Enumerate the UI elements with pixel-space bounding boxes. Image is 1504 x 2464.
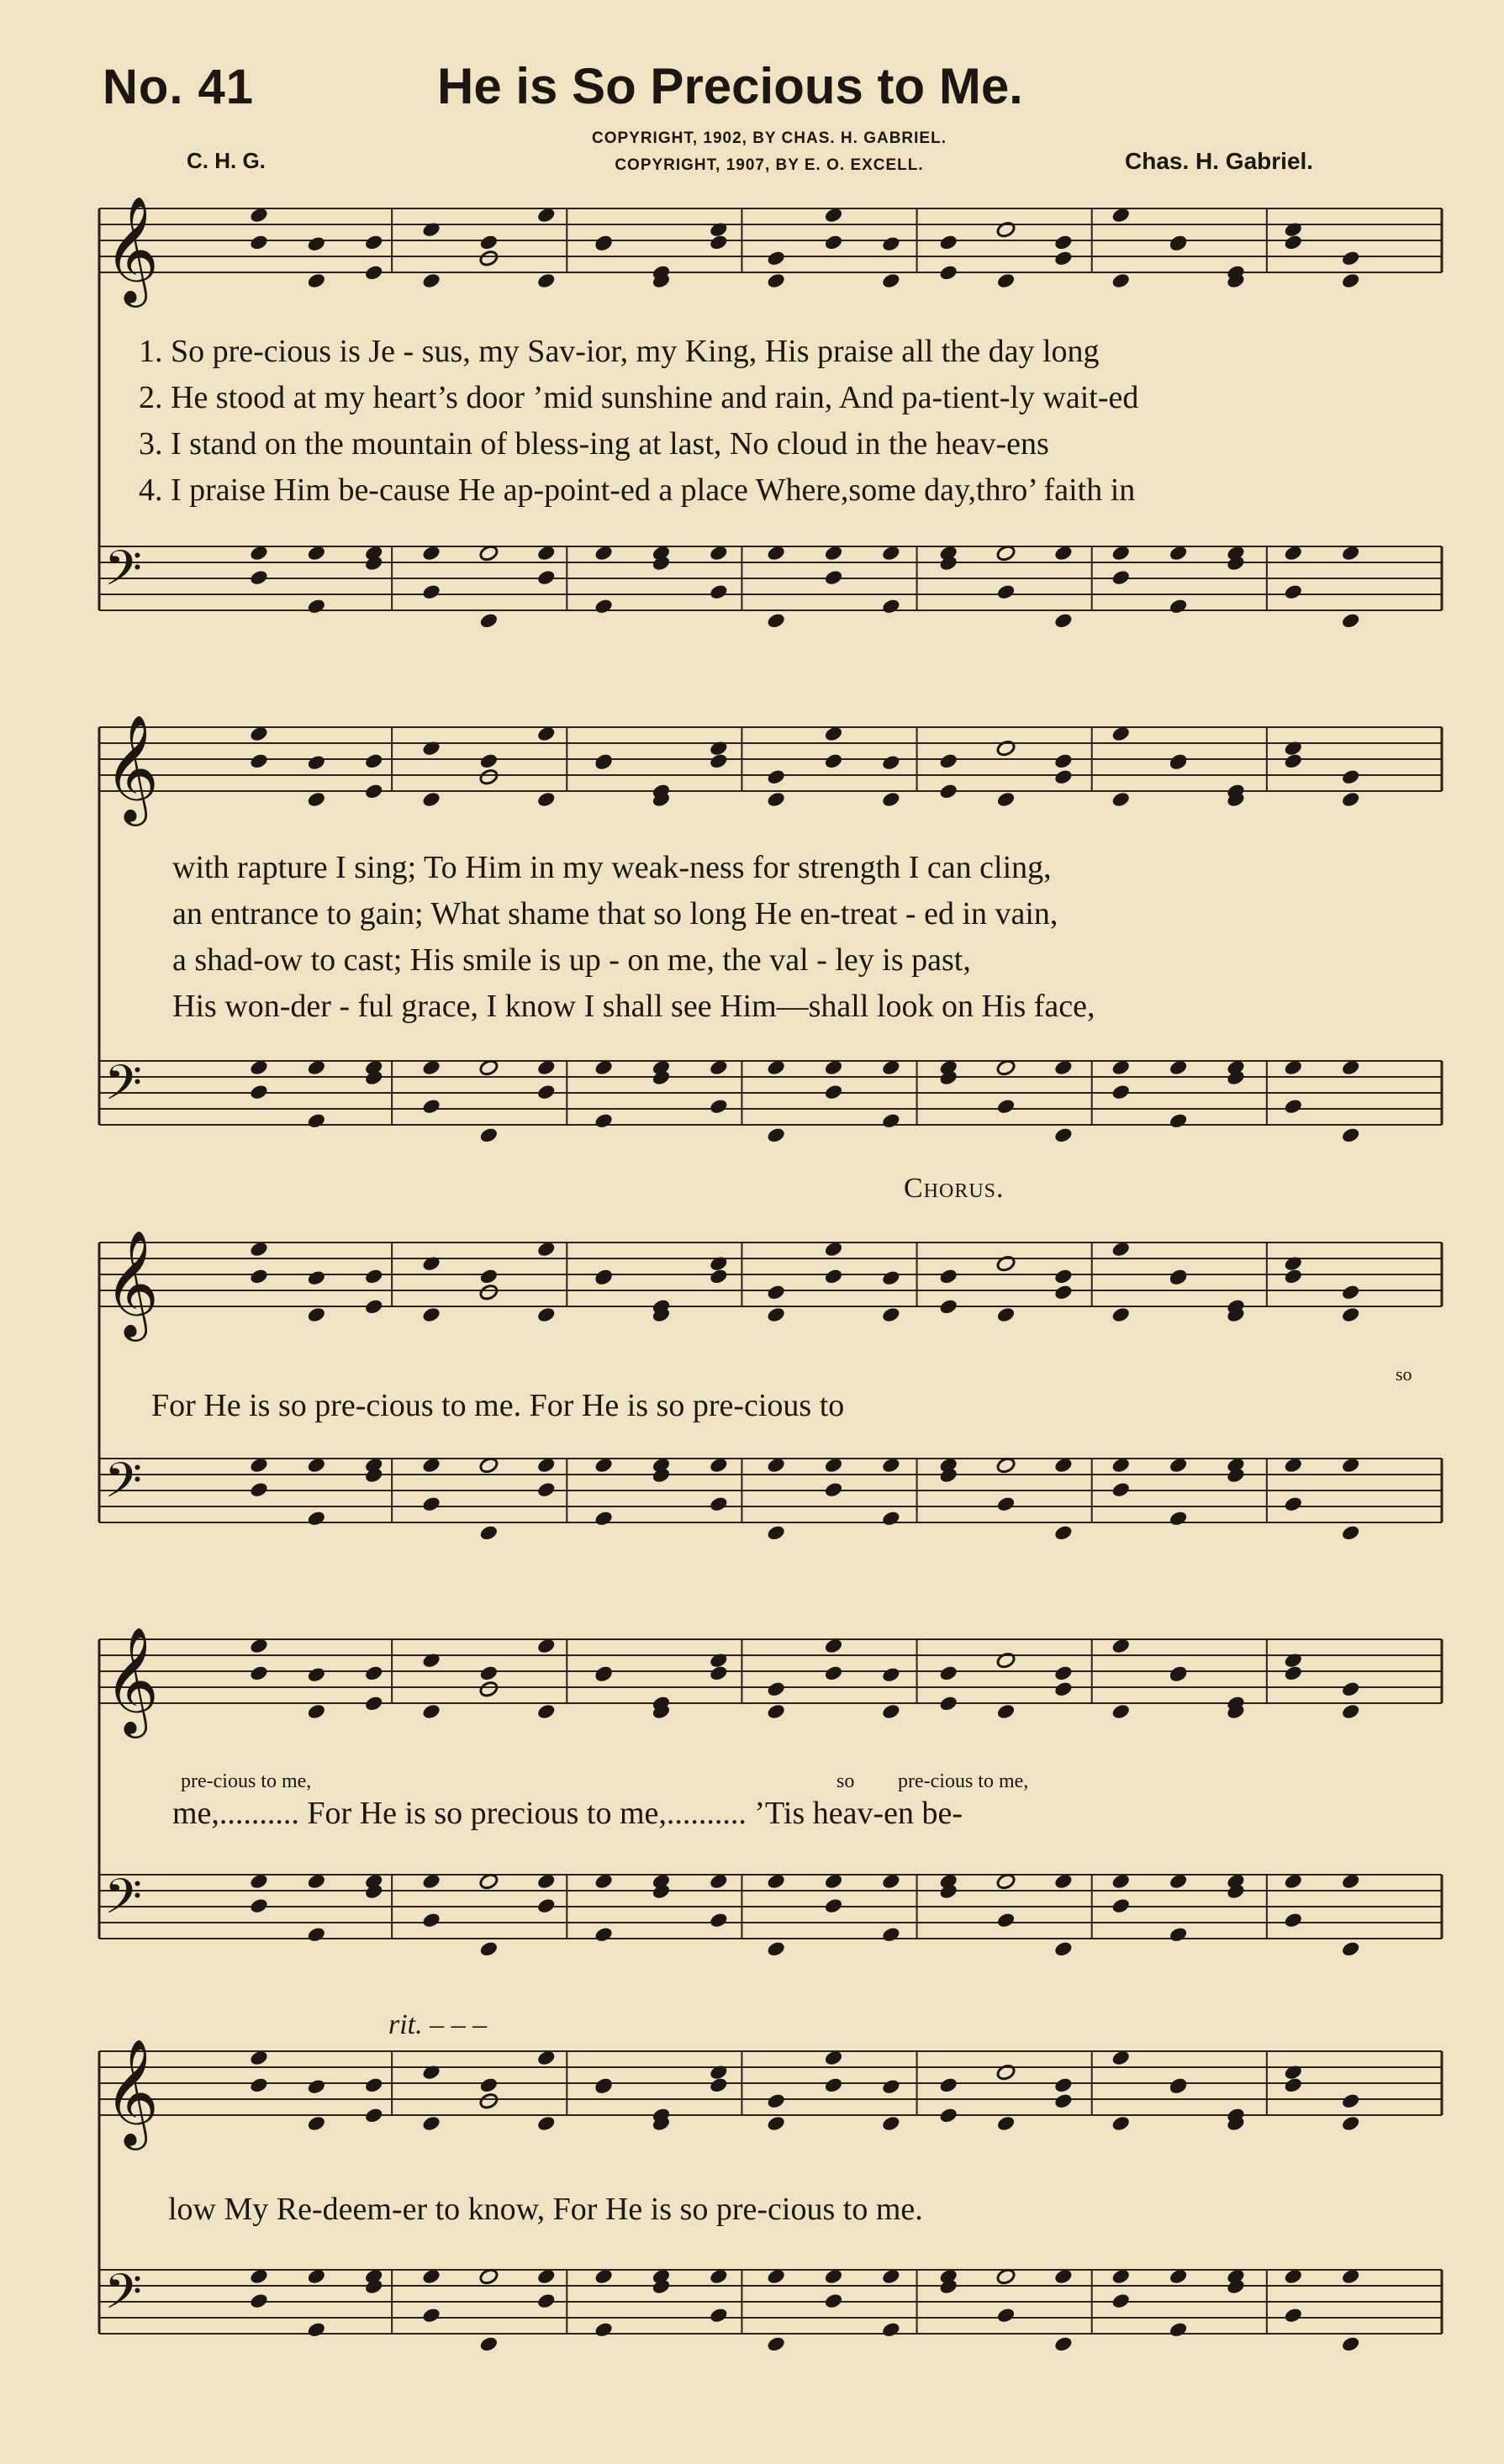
chorus-small-so: so	[836, 1770, 855, 1792]
note-head	[709, 1496, 729, 1513]
note-head	[938, 1665, 958, 1682]
note-head	[1111, 2114, 1131, 2132]
note-head	[766, 250, 786, 267]
note-head	[709, 2064, 729, 2081]
note-head	[594, 2321, 614, 2339]
note-head	[306, 754, 326, 772]
note-head	[478, 1680, 499, 1698]
note-head	[478, 768, 499, 786]
note-head	[938, 234, 958, 251]
note-head	[306, 598, 326, 615]
verse-2-line-2: an entrance to gain; What shame that so long He en-treat - ed in vain,	[172, 896, 1058, 931]
note-head	[823, 1481, 843, 1499]
note-head	[766, 1284, 786, 1301]
note-head	[996, 272, 1016, 289]
note-head	[421, 1255, 441, 1273]
note-head	[421, 1912, 441, 1929]
note-head	[1283, 2064, 1303, 2081]
note-head	[1283, 752, 1303, 770]
note-head	[823, 752, 843, 770]
treble-clef-icon: 𝄞	[104, 195, 160, 303]
note-head	[881, 1702, 901, 1720]
hymn-title: He is So Precious to Me.	[437, 58, 1023, 114]
note-head	[421, 740, 441, 757]
note-head	[478, 2335, 499, 2353]
note-head	[938, 2076, 958, 2094]
note-head	[306, 235, 326, 253]
note-head	[1053, 1680, 1074, 1698]
chorus-line-1-so: so	[1396, 1364, 1412, 1385]
note-head	[996, 1255, 1016, 1273]
note-head	[306, 272, 326, 289]
bass-clef-icon: 𝄢	[104, 2263, 143, 2332]
note-head	[766, 2335, 786, 2353]
note-head	[421, 1496, 441, 1513]
note-head	[1111, 272, 1131, 289]
note-head	[1283, 2076, 1303, 2094]
note-head	[306, 1702, 326, 1720]
note-head	[478, 1524, 499, 1542]
note-head	[996, 1702, 1016, 1720]
note-head	[478, 1940, 499, 1958]
verse-4-line-1: 4. I praise Him be-cause He ap-point-ed a place Where,some day,thro’ faith in	[139, 472, 1136, 508]
note-head	[823, 569, 843, 587]
note-head	[823, 2293, 843, 2310]
copyright-line-2: COPYRIGHT, 1907, BY E. O. EXCELL.	[615, 156, 924, 174]
note-head	[364, 783, 384, 800]
note-head	[536, 569, 557, 587]
note-head	[766, 1680, 786, 1698]
note-head	[364, 1298, 384, 1316]
note-head	[1283, 740, 1303, 757]
note-head	[709, 234, 729, 251]
note-head	[536, 1306, 557, 1323]
note-head	[996, 583, 1016, 601]
note-head	[709, 2076, 729, 2094]
note-head	[709, 752, 729, 770]
note-head	[1341, 768, 1361, 786]
note-head	[1053, 1284, 1074, 1301]
note-head	[1111, 2293, 1131, 2310]
verse-4-line-2: His won-der - ful grace, I know I shall see Him—shall look on His face,	[172, 989, 1095, 1024]
bass-clef-icon: 𝄢	[104, 1452, 143, 1521]
note-head	[1341, 1524, 1361, 1542]
ritardando-mark: rit. – – –	[388, 2009, 488, 2040]
note-head	[1053, 1126, 1074, 1144]
note-head	[421, 2307, 441, 2324]
note-head	[823, 1268, 843, 1285]
note-head	[478, 1665, 499, 1682]
note-head	[478, 2076, 499, 2094]
note-head	[421, 790, 441, 808]
chorus-heading: Chorus.	[904, 1173, 1005, 1204]
note-head	[996, 2064, 1016, 2081]
note-head	[709, 1665, 729, 1682]
note-head	[1169, 1926, 1189, 1944]
note-head	[249, 752, 269, 770]
note-head	[306, 790, 326, 808]
note-head	[1341, 790, 1361, 808]
note-head	[364, 1268, 384, 1285]
note-head	[1283, 1912, 1303, 1929]
note-head	[938, 264, 958, 282]
note-head	[536, 272, 557, 289]
verse-2-line-1: 2. He stood at my heart’s door ’mid sunshine and rain, And pa-tient-ly wait-ed	[139, 380, 1139, 415]
note-head	[709, 1098, 729, 1116]
note-head	[938, 2107, 958, 2124]
note-head	[1341, 1940, 1361, 1958]
chorus-line-1: For He is so pre-cious to me. For He is so pre-cious to	[151, 1388, 845, 1423]
note-head	[478, 234, 499, 251]
note-head	[1111, 790, 1131, 808]
note-head	[249, 1268, 269, 1285]
chorus-small-right: pre-cious to me,	[898, 1770, 1029, 1792]
note-head	[536, 2293, 557, 2310]
note-head	[421, 1306, 441, 1323]
note-head	[1341, 272, 1361, 289]
note-head	[421, 221, 441, 239]
note-head	[421, 272, 441, 289]
note-head	[1169, 598, 1189, 615]
note-head	[881, 598, 901, 615]
treble-clef-icon: 𝄞	[104, 714, 160, 821]
note-head	[364, 2107, 384, 2124]
note-head	[996, 1912, 1016, 1929]
note-head	[1341, 1702, 1361, 1720]
note-head	[478, 612, 499, 630]
note-head	[996, 1652, 1016, 1670]
note-head	[881, 754, 901, 772]
note-head	[249, 1084, 269, 1101]
note-head	[823, 2076, 843, 2094]
note-head	[364, 2076, 384, 2094]
note-head	[364, 234, 384, 251]
note-head	[938, 1298, 958, 1316]
note-head	[709, 583, 729, 601]
verse-1-line-1: 1. So pre-cious is Je - sus, my Sav-ior, my King, His praise all the day long	[139, 334, 1100, 369]
note-head	[249, 1665, 269, 1682]
note-head	[536, 1897, 557, 1915]
note-head	[881, 790, 901, 808]
note-head	[1283, 1665, 1303, 1682]
note-head	[881, 1510, 901, 1527]
music-by: Chas. H. Gabriel.	[1125, 148, 1314, 174]
note-head	[421, 2064, 441, 2081]
note-head	[1283, 234, 1303, 251]
note-head	[823, 1665, 843, 1682]
copyright-line-1: COPYRIGHT, 1902, BY CHAS. H. GABRIEL.	[591, 129, 947, 147]
note-head	[1111, 1084, 1131, 1101]
note-head	[478, 1126, 499, 1144]
treble-clef-icon: 𝄞	[104, 1229, 160, 1337]
note-head	[594, 1926, 614, 1944]
note-head	[881, 1112, 901, 1130]
note-head	[709, 1255, 729, 1273]
note-head	[766, 1126, 786, 1144]
note-head	[1053, 1940, 1074, 1958]
note-head	[709, 740, 729, 757]
note-head	[1053, 768, 1074, 786]
note-head	[996, 790, 1016, 808]
note-head	[1111, 1481, 1131, 1499]
note-head	[421, 2114, 441, 2132]
note-head	[881, 2321, 901, 2339]
note-head	[249, 1481, 269, 1499]
note-head	[1283, 1652, 1303, 1670]
note-head	[1053, 2335, 1074, 2353]
note-head	[766, 1702, 786, 1720]
chorus-line-2: me,.......... For He is so precious to me,.......... ’Tis heav-en be-	[172, 1796, 963, 1831]
note-head	[823, 1897, 843, 1915]
note-head	[1341, 1284, 1361, 1301]
note-head	[421, 1702, 441, 1720]
note-head	[881, 1926, 901, 1944]
note-head	[938, 1268, 958, 1285]
note-head	[1341, 1306, 1361, 1323]
note-head	[1053, 1665, 1074, 1682]
note-head	[766, 790, 786, 808]
note-head	[536, 1702, 557, 1720]
note-head	[1341, 2092, 1361, 2110]
note-head	[536, 1481, 557, 1499]
bass-clef-icon: 𝄢	[104, 1868, 143, 1937]
note-head	[306, 1666, 326, 1684]
note-head	[1341, 1680, 1361, 1698]
note-head	[478, 250, 499, 267]
treble-clef-icon: 𝄞	[104, 1626, 160, 1733]
note-head	[1283, 2307, 1303, 2324]
note-head	[766, 2114, 786, 2132]
note-head	[478, 752, 499, 770]
note-head	[938, 1695, 958, 1712]
note-head	[996, 1098, 1016, 1116]
note-head	[478, 1284, 499, 1301]
note-head	[364, 264, 384, 282]
note-head	[306, 2321, 326, 2339]
note-head	[823, 1084, 843, 1101]
treble-clef-icon: 𝄞	[104, 2038, 160, 2145]
chorus-line-3: low My Re-deem-er to know, For He is so pre-cious to me.	[168, 2192, 923, 2227]
note-head	[1283, 221, 1303, 239]
note-head	[1283, 1098, 1303, 1116]
note-head	[766, 612, 786, 630]
note-head	[996, 2114, 1016, 2132]
note-head	[996, 221, 1016, 239]
note-head	[594, 598, 614, 615]
note-head	[996, 1496, 1016, 1513]
note-head	[594, 1510, 614, 1527]
note-head	[306, 1510, 326, 1527]
note-head	[249, 2293, 269, 2310]
bass-clef-icon: 𝄢	[104, 1054, 143, 1123]
note-head	[1169, 1112, 1189, 1130]
note-head	[536, 1084, 557, 1101]
note-head	[709, 1652, 729, 1670]
note-head	[709, 221, 729, 239]
note-head	[1341, 250, 1361, 267]
note-head	[938, 783, 958, 800]
note-head	[881, 272, 901, 289]
note-head	[881, 1666, 901, 1684]
words-by: C. H. G.	[187, 148, 266, 173]
note-head	[364, 752, 384, 770]
hymn-number: No. 41	[103, 60, 255, 114]
note-head	[536, 790, 557, 808]
note-head	[881, 1306, 901, 1323]
note-head	[1053, 250, 1074, 267]
verse-1-line-2: with rapture I sing; To Him in my weak-ness for strength I can cling,	[172, 850, 1052, 885]
note-head	[996, 1306, 1016, 1323]
note-head	[478, 1268, 499, 1285]
note-head	[766, 1524, 786, 1542]
note-head	[306, 2114, 326, 2132]
note-head	[1053, 1524, 1074, 1542]
note-head	[249, 569, 269, 587]
note-head	[306, 1306, 326, 1323]
note-head	[766, 272, 786, 289]
note-head	[536, 2114, 557, 2132]
note-head	[1283, 583, 1303, 601]
note-head	[306, 1112, 326, 1130]
note-head	[594, 1112, 614, 1130]
note-head	[881, 2078, 901, 2096]
note-head	[881, 235, 901, 253]
note-head	[766, 2092, 786, 2110]
note-head	[1341, 2335, 1361, 2353]
note-head	[881, 1269, 901, 1287]
note-head	[1169, 1510, 1189, 1527]
note-head	[1053, 752, 1074, 770]
note-head	[421, 583, 441, 601]
note-head	[1111, 569, 1131, 587]
note-head	[1341, 2114, 1361, 2132]
note-head	[249, 1897, 269, 1915]
note-head	[709, 2307, 729, 2324]
note-head	[306, 1269, 326, 1287]
note-head	[709, 1268, 729, 1285]
bass-clef-icon: 𝄢	[104, 540, 143, 609]
note-head	[1341, 612, 1361, 630]
note-head	[421, 1098, 441, 1116]
note-head	[996, 2307, 1016, 2324]
note-head	[1283, 1255, 1303, 1273]
chorus-small-left: pre-cious to me,	[181, 1770, 312, 1792]
note-head	[1053, 612, 1074, 630]
note-head	[478, 2092, 499, 2110]
note-head	[364, 1665, 384, 1682]
note-head	[306, 1926, 326, 1944]
note-head	[823, 234, 843, 251]
note-head	[1169, 2321, 1189, 2339]
note-head	[766, 1940, 786, 1958]
note-head	[364, 1695, 384, 1712]
note-head	[1053, 234, 1074, 251]
note-head	[306, 2078, 326, 2096]
note-head	[1053, 2092, 1074, 2110]
note-head	[1053, 1268, 1074, 1285]
note-head	[1283, 1268, 1303, 1285]
verse-3-line-2: a shad-ow to cast; His smile is up - on me, the val - ley is past,	[172, 942, 971, 978]
note-head	[881, 2114, 901, 2132]
note-head	[996, 740, 1016, 757]
note-head	[766, 768, 786, 786]
note-head	[1111, 1306, 1131, 1323]
note-head	[1053, 2076, 1074, 2094]
note-head	[938, 752, 958, 770]
note-head	[709, 1912, 729, 1929]
note-head	[1111, 1702, 1131, 1720]
note-head	[1111, 1897, 1131, 1915]
note-head	[1283, 1496, 1303, 1513]
note-head	[249, 234, 269, 251]
verse-3-line-1: 3. I stand on the mountain of bless-ing at last, No cloud in the heav-ens	[139, 426, 1049, 462]
note-head	[766, 1306, 786, 1323]
note-head	[421, 1652, 441, 1670]
note-head	[249, 2076, 269, 2094]
note-head	[1341, 1126, 1361, 1144]
